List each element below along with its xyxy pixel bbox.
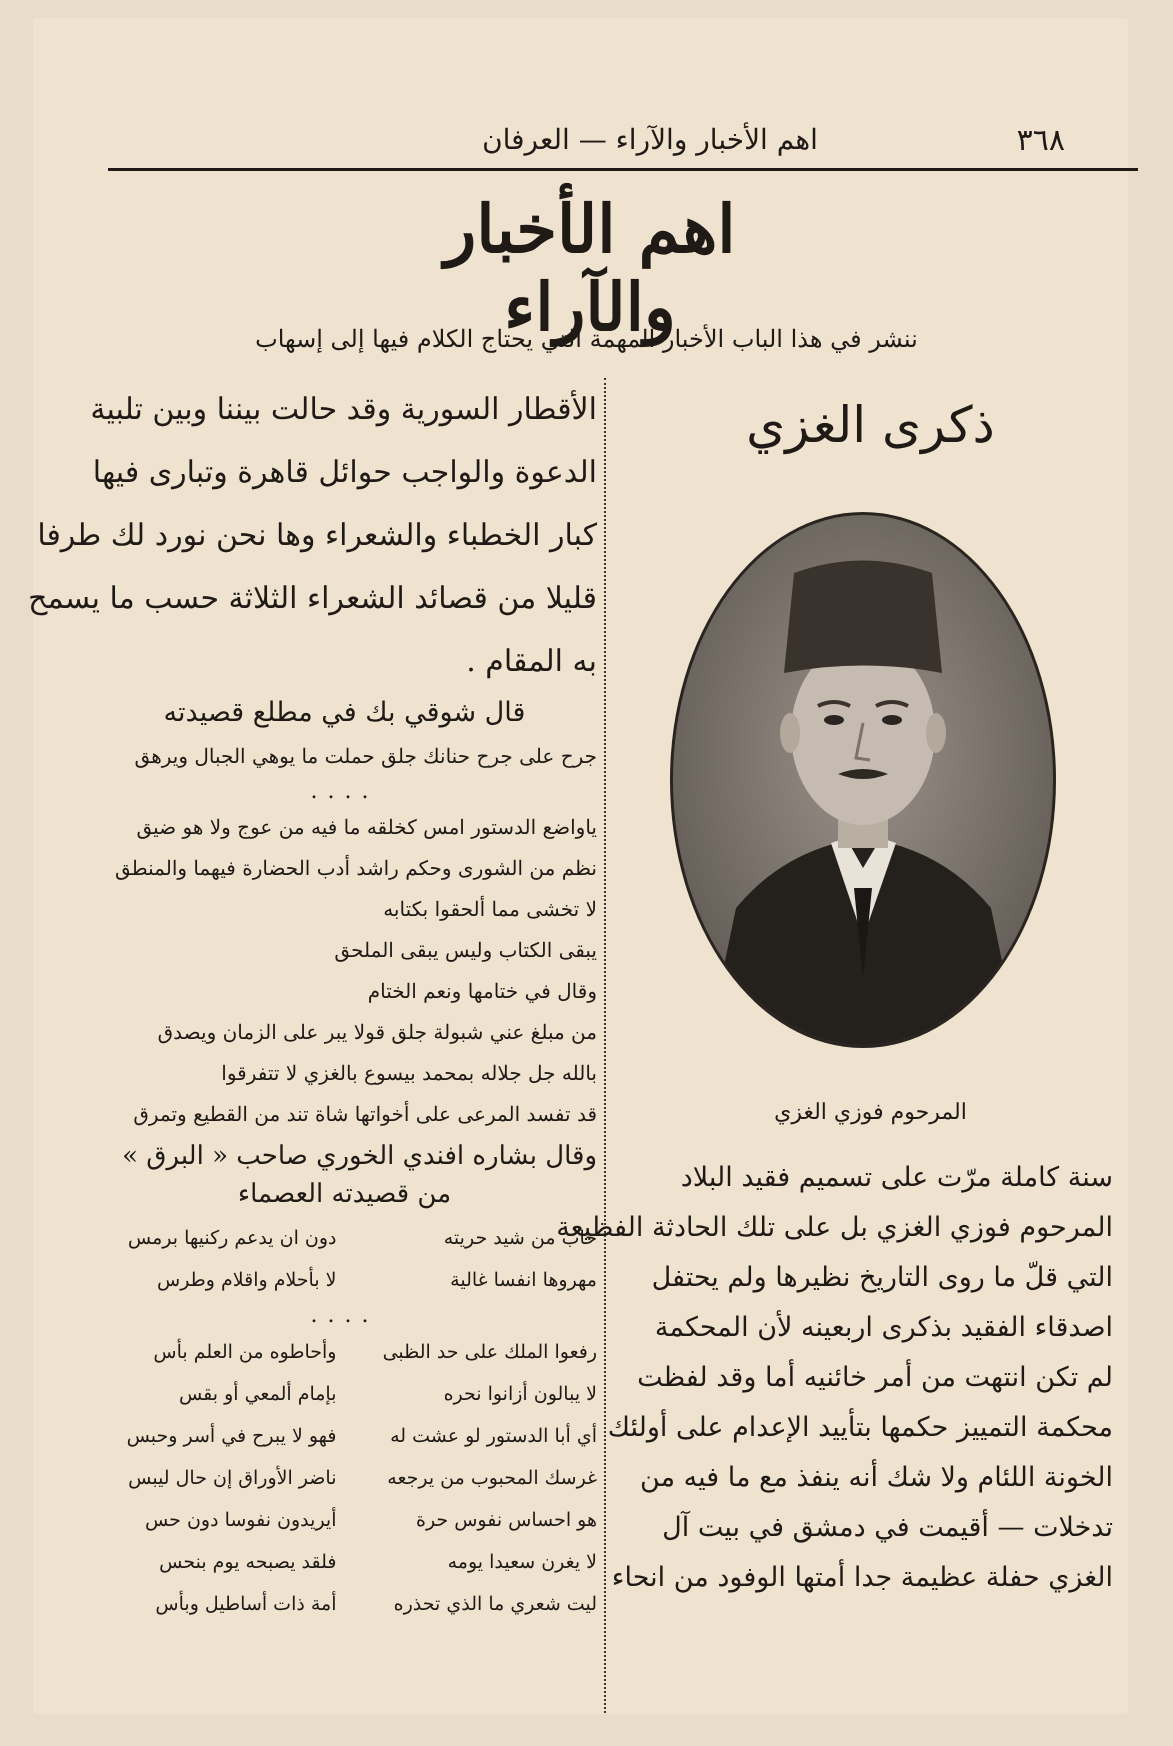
section-intro: ننشر في هذا الباب الأخبار المهمة التي يحتاج الكلام فيها إلى إسهاب (255, 325, 918, 353)
khoury-verses-2 (92, 1331, 597, 1625)
shawqi-verses (92, 807, 597, 1135)
verse-line: يبقى الكتاب وليس يبقى الملحق (334, 938, 597, 962)
hemistich-first: لا يبالون أزانوا نحره (443, 1383, 597, 1405)
verse-line: من مبلغ عني شبولة جلق قولا يبر على الزمان ويصدق (157, 1020, 597, 1044)
body-line: المرحوم فوزي الغزي بل على تلك الحادثة الفظيعة (556, 1212, 1113, 1243)
verse-separator: .... (310, 1303, 379, 1328)
running-title: اهم الأخبار والآراء — العرفان (482, 123, 818, 156)
body-line: الغزي حفلة عظيمة جدا أمتها الوفود من انحاء (611, 1562, 1113, 1593)
body-line: الخونة اللئام ولا شك أنه ينفذ مع ما فيه من (640, 1462, 1113, 1493)
running-header (105, 95, 1095, 165)
prose-block (28, 378, 597, 693)
khoury-subheading: من قصيدته العصماء (237, 1179, 452, 1209)
hemistich-second: أيريدون نفوسا دون حس (144, 1509, 337, 1531)
hemistich-first: مهروها انفسا غالية (450, 1269, 597, 1291)
hemistich-first: هو احساس نفوس حرة (415, 1509, 597, 1531)
header-rule (108, 168, 1138, 171)
hemistich-second: فهو لا يبرح في أسر وحبس (126, 1425, 337, 1447)
hemistich-first: أي أبا الدستور لو عشت له (390, 1425, 597, 1447)
hemistich-second: بإمام ألمعي أو بقس (178, 1383, 337, 1405)
section-masthead: اهم الأخبار والآراء (444, 190, 736, 346)
hemistich-first: لا يغرن سعيدا يومه (447, 1551, 597, 1573)
verse-line: بالله جل جلاله بمحمد بيسوع بالغزي لا تتفرقوا (221, 1061, 597, 1085)
body-line: سنة كاملة مرّت على تسميم فقيد البلاد (680, 1162, 1113, 1193)
hemistich-first: خاب من شيد حريته (443, 1227, 597, 1249)
hemistich-first: ليت شعري ما الذي تحذره (393, 1593, 597, 1615)
body-line: تدخلات — أقيمت في دمشق في بيت آل (662, 1512, 1113, 1543)
body-line: لم تكن انتهت من أمر خائنيه أما وقد لفظت (637, 1362, 1113, 1393)
column-divider (604, 378, 606, 1713)
hemistich-second: دون ان يدعم ركنيها برمس (127, 1227, 337, 1249)
verse-separator: .... (310, 779, 379, 804)
prose-line: قليلا من قصائد الشعراء الثلاثة حسب ما يسمح (28, 581, 597, 616)
verse-line: ياواضع الدستور امس كخلقه ما فيه من عوج ولا هو ضيق (136, 815, 597, 839)
khoury-verses-1 (92, 1217, 597, 1301)
body-line: محكمة التمييز حكمها بتأييد الإعدام على أولئك (607, 1412, 1113, 1443)
hemistich-second: أمة ذات أساطيل وبأس (155, 1593, 337, 1615)
body-line: التي قلّ ما روى التاريخ نظيرها ولم يحتفل (651, 1262, 1113, 1293)
hemistich-first: غرسك المحبوب من يرجعه (387, 1467, 597, 1489)
prose-line: الدعوة والواجب حوائل قاهرة وتبارى فيها (92, 455, 597, 490)
hemistich-second: وأحاطوه من العلم بأس (153, 1341, 337, 1363)
prose-line: كبار الخطباء والشعراء وها نحن نورد لك طرفا (37, 518, 597, 553)
portrait-photo (666, 508, 1061, 1053)
article-column-right (556, 378, 1113, 1708)
verse-line: قد تفسد المرعى على أخواتها شاة تند من القطيع وتمرق (133, 1102, 597, 1126)
page-number: ٣٦٨ (1016, 123, 1065, 158)
article-body (556, 1153, 1113, 1603)
hemistich-second: فلقد يصبحه يوم بنحس (159, 1551, 337, 1573)
prose-line: الأقطار السورية وقد حالت بيننا وبين تلبية (90, 392, 597, 427)
portrait-image (666, 508, 1061, 1053)
prose-line: به المقام . (466, 644, 597, 679)
hemistich-first: رفعوا الملك على حد الظبى (382, 1341, 597, 1363)
hemistich-second: ناضر الأوراق إن حال ليبس (128, 1467, 337, 1489)
verse-line: لا تخشى مما ألحقوا بكتابه (383, 897, 597, 921)
article-column-left (28, 378, 597, 1708)
verse-line: جرح على جرح حنانك جلق حملت ما يوهي الجبال ويرهق (134, 744, 597, 768)
verse-line: نظم من الشورى وحكم راشد أدب الحضارة فيهما والمنطق (115, 856, 597, 880)
article-title: ذكرى الغزي (746, 396, 995, 454)
body-line: اصدقاء الفقيد بذكرى اربعينه لأن المحكمة (654, 1312, 1113, 1343)
portrait-caption: المرحوم فوزي الغزي (774, 1100, 967, 1125)
verse-line: وقال في ختامها ونعم الختام (367, 979, 597, 1003)
shawqi-heading: قال شوقي بك في مطلع قصيدته (163, 697, 526, 728)
hemistich-second: لا بأحلام واقلام وطرس (157, 1269, 337, 1291)
shawqi-opening-verse (92, 736, 597, 777)
khoury-heading: وقال بشاره افندي الخوري صاحب « البرق » (122, 1141, 597, 1171)
